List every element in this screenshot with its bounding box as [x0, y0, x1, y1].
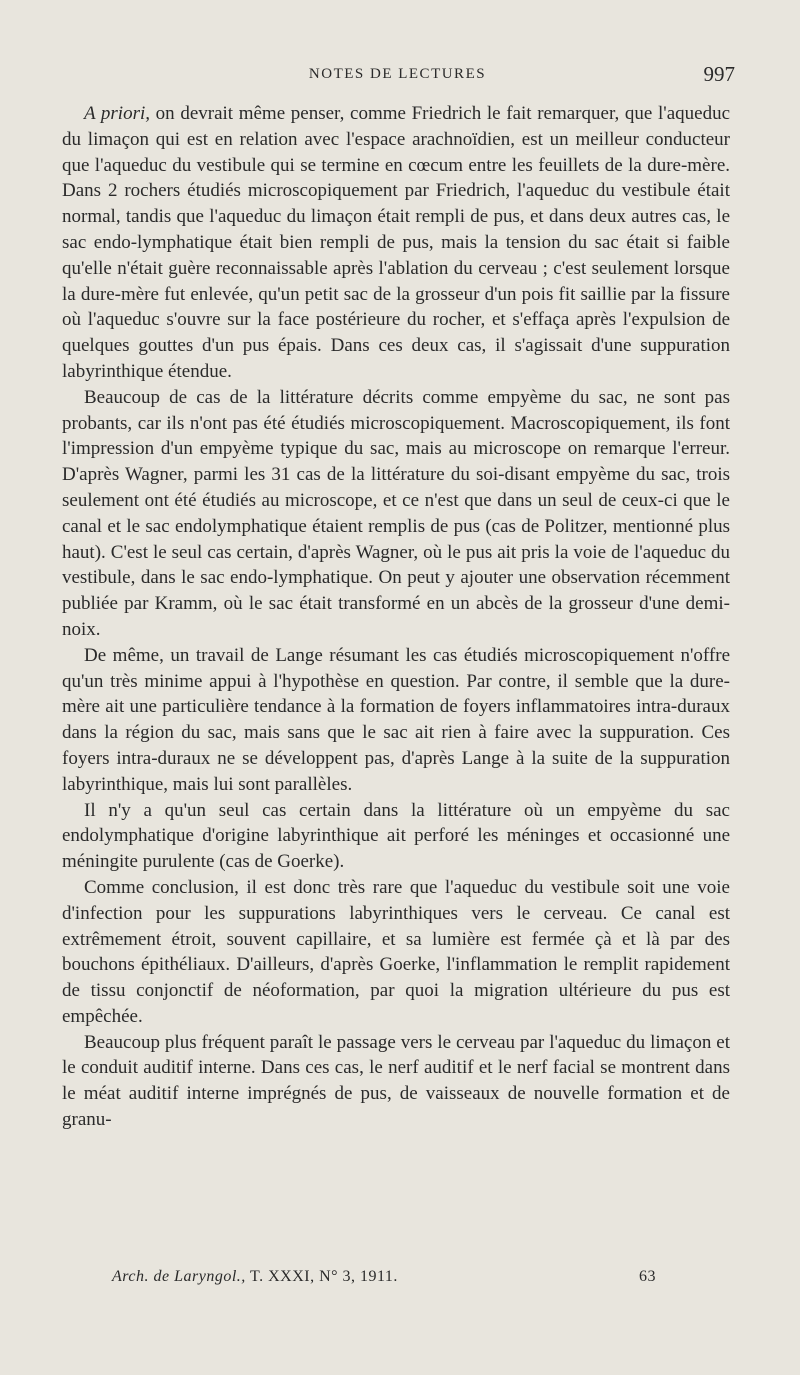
paragraph-1 — [62, 101, 730, 385]
journal-issue: T. XXXI, N° 3, 1911. — [245, 1268, 398, 1285]
paragraph-1-text: on devrait même penser, comme Friedrich le fait remarquer, que l'aqueduc du limaçon qui est en relation avec l'espace arachnoïdien, est un meilleur conducteur que l'aqueduc du vestibule qui se termine en cœcum entre les feuillets de la dure-mère. Dans 2 rochers étudiés microscopiquement par Friedrich, l'aqueduc du vestibule était normal, tandis que l'aqueduc du limaçon était rempli de pus, et dans deux autres cas, le sac endo-lymphatique était bien rempli de pus, mais la tension du sac était si faible qu'elle n'était guère reconnaissable après l'ablation du cerveau ; c'est seulement lorsque la dure-mère fut enlevée, qu'un petit sac de la grosseur d'un pois fit saillie par la fissure où l'aqueduc s'ouvre sur la face postérieure du rocher, et s'effaça après l'expulsion de quelques gouttes d'un pus épais. Dans ces deux cas, il s'agissait d'une suppuration labyrinthique étendue. — [62, 103, 730, 382]
page-footer — [62, 1268, 730, 1292]
page-header — [60, 62, 735, 88]
page-number: 997 — [703, 62, 735, 86]
paragraph-3: De même, un travail de Lange résumant les cas étudiés microscopiquement n'offre qu'un très minime appui à l'hypothèse en question. Par contre, il semble que la dure-mère ait une particulière tendance à la formation de foyers inflammatoires intra-duraux dans la région du sac, mais sans que le sac ait rien à faire avec la suppuration. Ces foyers intra-duraux ne se développent pas, d'après Lange à la suite de la suppuration labyrinthique, mais lui sont parallèles. — [62, 644, 730, 795]
signature-mark: 63 — [639, 1268, 656, 1285]
journal-name: Arch. de Laryngol., — [112, 1268, 246, 1285]
running-title: NOTES DE LECTURES — [308, 66, 487, 82]
journal-citation — [112, 1268, 398, 1286]
paragraph-4: Il n'y a qu'un seul cas certain dans la littérature où un empyème du sac endolymphatique d'origine labyrinthique ait perforé les méninges et occasionné une méningite purulente (cas de Goerke). — [62, 799, 730, 873]
paragraph-5: Comme conclusion, il est donc très rare que l'aqueduc du vestibule soit une voie d'infection pour les suppurations labyrinthiques vers le cerveau. Ce canal est extrêmement étroit, souvent capillaire, et sa lumière est fermée çà et là par des bouchons épithéliaux. D'ailleurs, d'après Goerke, l'inflammation le remplit rapidement de tissu conjonctif de néoformation, par quoi la migration ultérieure du pus est empêchée. — [62, 876, 730, 1027]
paragraph-2: Beaucoup de cas de la littérature décrits comme empyème du sac, ne sont pas probants, car ils n'ont pas été étudiés microscopiquement. Macroscopiquement, ils font l'impression d'un empyème typique du sac, mais au microscope on remarque l'erreur. D'après Wagner, parmi les 31 cas de la littérature du soi-disant empyème du sac, trois seulement ont été étudiés au microscope, et ce n'est que dans un seul de ceux-ci que le canal et le sac endolymphatique étaient remplis de pus (cas de Politzer, mentionné plus haut). C'est le seul cas certain, d'après Wagner, où le pus ait pris la voie de l'aqueduc du vestibule, dans le sac endo-lymphatique. On peut y ajouter une observation récemment publiée par Kramm, où le sac était transformé en un abcès de la grosseur d'une demi-noix. — [62, 386, 730, 640]
paragraph-6: Beaucoup plus fréquent paraît le passage vers le cerveau par l'aqueduc du limaçon et le conduit auditif interne. Dans ces cas, le nerf auditif et le nerf facial se montrent dans le méat auditif interne imprégnés de pus, de vaisseaux de nouvelle formation et de granu- — [62, 1031, 730, 1131]
paragraph-1-lead: A priori, — [84, 103, 151, 124]
body-text — [62, 101, 730, 1133]
